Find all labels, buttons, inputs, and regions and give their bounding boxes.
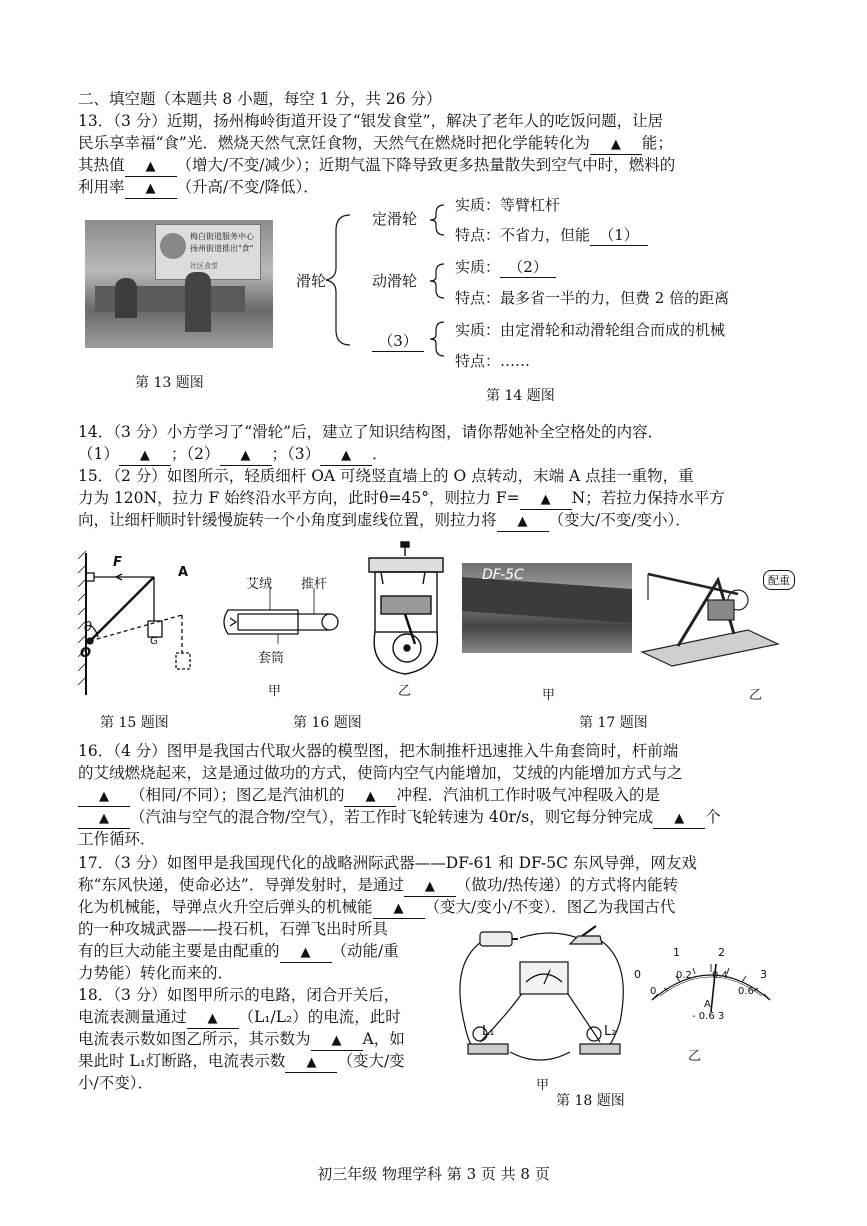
q17-blank-3[interactable]: ▲ [280, 942, 332, 963]
fig16-label-yi: 乙 [398, 684, 412, 699]
banner-text: 社区食堂 [190, 262, 218, 270]
fig14-blank-2[interactable]: （2） [500, 256, 556, 278]
fig16-label-rod: 推杆 [301, 577, 328, 592]
fig14-blank-1[interactable]: （1） [590, 224, 648, 246]
q13-blank-3[interactable]: ▲ [125, 178, 177, 199]
q17-line-2: 称“东风快递，使命必达”．导弹发射时，是通过 ▲ （做功/热传递）的方式将内能转 [78, 874, 788, 897]
dial-tick-top: 0 [634, 968, 641, 981]
fig16-label-tube: 套筒 [258, 651, 285, 666]
fig14-fixed-essence: 实质：等臂杠杆 [455, 196, 561, 214]
fig15-label-theta: θ [84, 620, 92, 635]
fig14-movable-pulley: 动滑轮 [372, 272, 418, 290]
q16-line-2: 的艾绒燃烧起来，这是通过做功的方式，使筒内空气内能增加，艾绒的内能增加方式与之 [78, 764, 683, 782]
q13-blank-2[interactable]: ▲ [125, 156, 177, 177]
fig18-label-jia: 甲 [536, 1078, 550, 1093]
q15-line-1: 15．（2 分）如图所示，轻质细杆 OA 可绕竖直墙上的 O 点转动，末端 A 点挂一重物，重 [78, 467, 694, 485]
q15-blank-1[interactable]: ▲ [520, 489, 572, 510]
q13-text: （升高/不变/降低）． [176, 178, 319, 196]
fig16-label-jia: 甲 [268, 684, 282, 699]
fig15-caption: 第 15 题图 [100, 715, 169, 731]
q16-line-4: ▲ （汽油与空气的混合物/空气），若工作时飞轮转速为 40r/s，则它每分钟完成 ▲ 个 [78, 806, 788, 829]
dial-tick-bottom: 0.6 [738, 986, 754, 997]
fig14-caption: 第 14 题图 [486, 388, 555, 404]
fig17-counterweight-label: 配重 [763, 570, 795, 590]
fig18-label-L2: L₂ [604, 1024, 617, 1039]
dial-tick-top: 1 [673, 946, 680, 959]
q18-blank-3[interactable]: ▲ [285, 1052, 337, 1073]
fig15-label-F: F [113, 555, 122, 570]
fig17-missile-photo [462, 563, 632, 653]
fig17-label-jia: 甲 [542, 688, 556, 703]
fig15-label-A: A [178, 565, 189, 580]
q18-line-3: 电流表示数如图乙所示，其示数为 ▲ A，如 [78, 1028, 458, 1051]
q18-line-2: 电流表测量通过 ▲ （L₁/L₂）的电流，此时 [78, 1006, 458, 1029]
q15-blank-2[interactable]: ▲ [497, 511, 549, 532]
fig18-label-L1: L₁ [482, 1024, 495, 1039]
q13-line-1: 13．（3 分）近期，扬州梅岭街道开设了“银发食堂”，解决了老年人的吃饭问题，让居 [78, 112, 664, 130]
banner-text: 扬州街道推出"食" [190, 244, 254, 253]
q18-blank-2[interactable]: ▲ [311, 1030, 363, 1051]
q18-line-5: 小/不变）． [78, 1074, 153, 1092]
dial-tick-bottom: 0 [650, 986, 657, 997]
fig16-engine-cylinder [363, 540, 453, 680]
q16-blank-3[interactable]: ▲ [78, 808, 130, 829]
q15-line-3: 向，让细杆顺时针缓慢旋转一个小角度到虚线位置，则拉力将 ▲ （变大/不变/变小）． [78, 509, 788, 532]
fig17-label-yi: 乙 [749, 688, 763, 703]
fig18-caption: 第 18 题图 [556, 1093, 625, 1109]
dial-terminals: - 0.6 3 [692, 1011, 725, 1022]
q14-blank-1[interactable]: ▲ [119, 445, 171, 466]
q17-line-6: 力势能）转化而来的． [78, 964, 234, 982]
dial-unit: A [704, 999, 711, 1010]
q13-text: 其热值 [78, 156, 125, 174]
fig14-fixed-feature: 特点：不省力，但能 （1） [455, 224, 648, 246]
q17-blank-2[interactable]: ▲ [373, 898, 425, 919]
fig17-caption: 第 17 题图 [579, 715, 648, 731]
q18-blank-1[interactable]: ▲ [187, 1008, 239, 1029]
q16-blank-2[interactable]: ▲ [344, 786, 396, 807]
banner-text: 梅白街道服务中心 [190, 232, 254, 241]
q13-text: 民乐享幸福“食”光．燃烧天然气烹饪食物，天然气在燃烧时把化学能转化为 [78, 134, 590, 152]
section-heading: 二、填空题（本题共 8 小题，每空 1 分，共 26 分） [78, 90, 442, 108]
fig16-label-ai: 艾绒 [246, 577, 273, 592]
dial-tick-bottom: 0.2 [676, 970, 692, 981]
fig14-fixed-pulley: 定滑轮 [372, 210, 418, 228]
q17-blank-1[interactable]: ▲ [404, 876, 456, 897]
q13-blank-1[interactable]: ▲ [590, 134, 642, 155]
q14-line-1: 14．（3 分）小方学习了“滑轮”后，建立了知识结构图，请你帮她补全空格处的内容． [78, 423, 664, 441]
q13-text: 利用率 [78, 178, 125, 196]
dial-tick-top: 2 [718, 946, 725, 959]
q14-blank-2[interactable]: ▲ [220, 445, 272, 466]
fig14-movable-feature: 特点：最多省一半的力，但费 2 倍的距离 [455, 289, 730, 307]
q16-blank-4[interactable]: ▲ [653, 808, 705, 829]
q14-line-2: （1） ▲ ；（2） ▲ ；（3） ▲ ． [78, 443, 788, 466]
q16-line-5: 工作循环． [78, 830, 156, 848]
q17-line-5: 有的巨大动能主要是由配重的 ▲ （动能/重 [78, 940, 458, 963]
fig14-root: 滑轮 [296, 272, 327, 290]
fig16-caption: 第 16 题图 [293, 715, 362, 731]
q16-line-3: ▲ （相同/不同）；图乙是汽油机的 ▲ 冲程．汽油机工作时吸气冲程吸入的是 [78, 784, 788, 807]
missile-body [462, 577, 632, 623]
q17-line-3: 化为机械能，导弹点火升空后弹头的机械能 ▲ （变大/变小/不变）．图乙为我国古代 [78, 896, 788, 919]
fig17-missile-label: DF-5C [482, 567, 524, 583]
fig15-label-O: O [80, 646, 92, 661]
q14-blank-3[interactable]: ▲ [320, 445, 372, 466]
fig13-caption: 第 13 题图 [135, 375, 204, 391]
fig15-label-G: G [150, 636, 158, 647]
fig14-blank-3[interactable]: （3） [372, 330, 424, 352]
q18-line-1: 18．（3 分）如图甲所示的电路，闭合开关后， [78, 986, 400, 1004]
q17-line-1: 17．（3 分）如图甲是我国现代化的战略洲际武器——DF-61 和 DF-5C 东风导弹，网友戏 [78, 854, 697, 872]
q17-line-4: 的一种攻城武器——投石机，石弹飞出时所具 [78, 920, 389, 938]
page-footer: 初三年级 物理学科 第 3 页 共 8 页 [317, 1165, 550, 1183]
q16-line-1: 16．（4 分）图甲是我国古代取火器的模型图，把木制推杆迅速推入牛角套筒时，杆前端 [78, 742, 679, 760]
dial-tick-bottom: 0.4 [712, 970, 728, 981]
fig18-circuit [450, 922, 640, 1072]
q13-text: （增大/不变/减少）；近期气温下降导致更多热量散失到空气中时，燃料的 [176, 156, 676, 174]
dial-tick-top: 3 [760, 968, 767, 981]
fig14-combo-essence: 实质：由定滑轮和动滑轮组合而成的机械 [455, 321, 726, 339]
q15-line-2: 力为 120N，拉力 F 始终沿水平方向，此时θ=45°，则拉力 F= ▲ N；若拉力保持水平方 [78, 487, 788, 510]
fig14-movable-essence: 实质： （2） [455, 256, 556, 278]
q13-text: 能； [641, 134, 673, 152]
fig14-combo-feature: 特点：…… [455, 352, 531, 370]
fig18-label-yi: 乙 [688, 1049, 702, 1064]
q16-blank-1[interactable]: ▲ [78, 786, 130, 807]
q18-line-4: 果此时 L₁灯断路，电流表示数 ▲ （变大/变 [78, 1050, 458, 1073]
